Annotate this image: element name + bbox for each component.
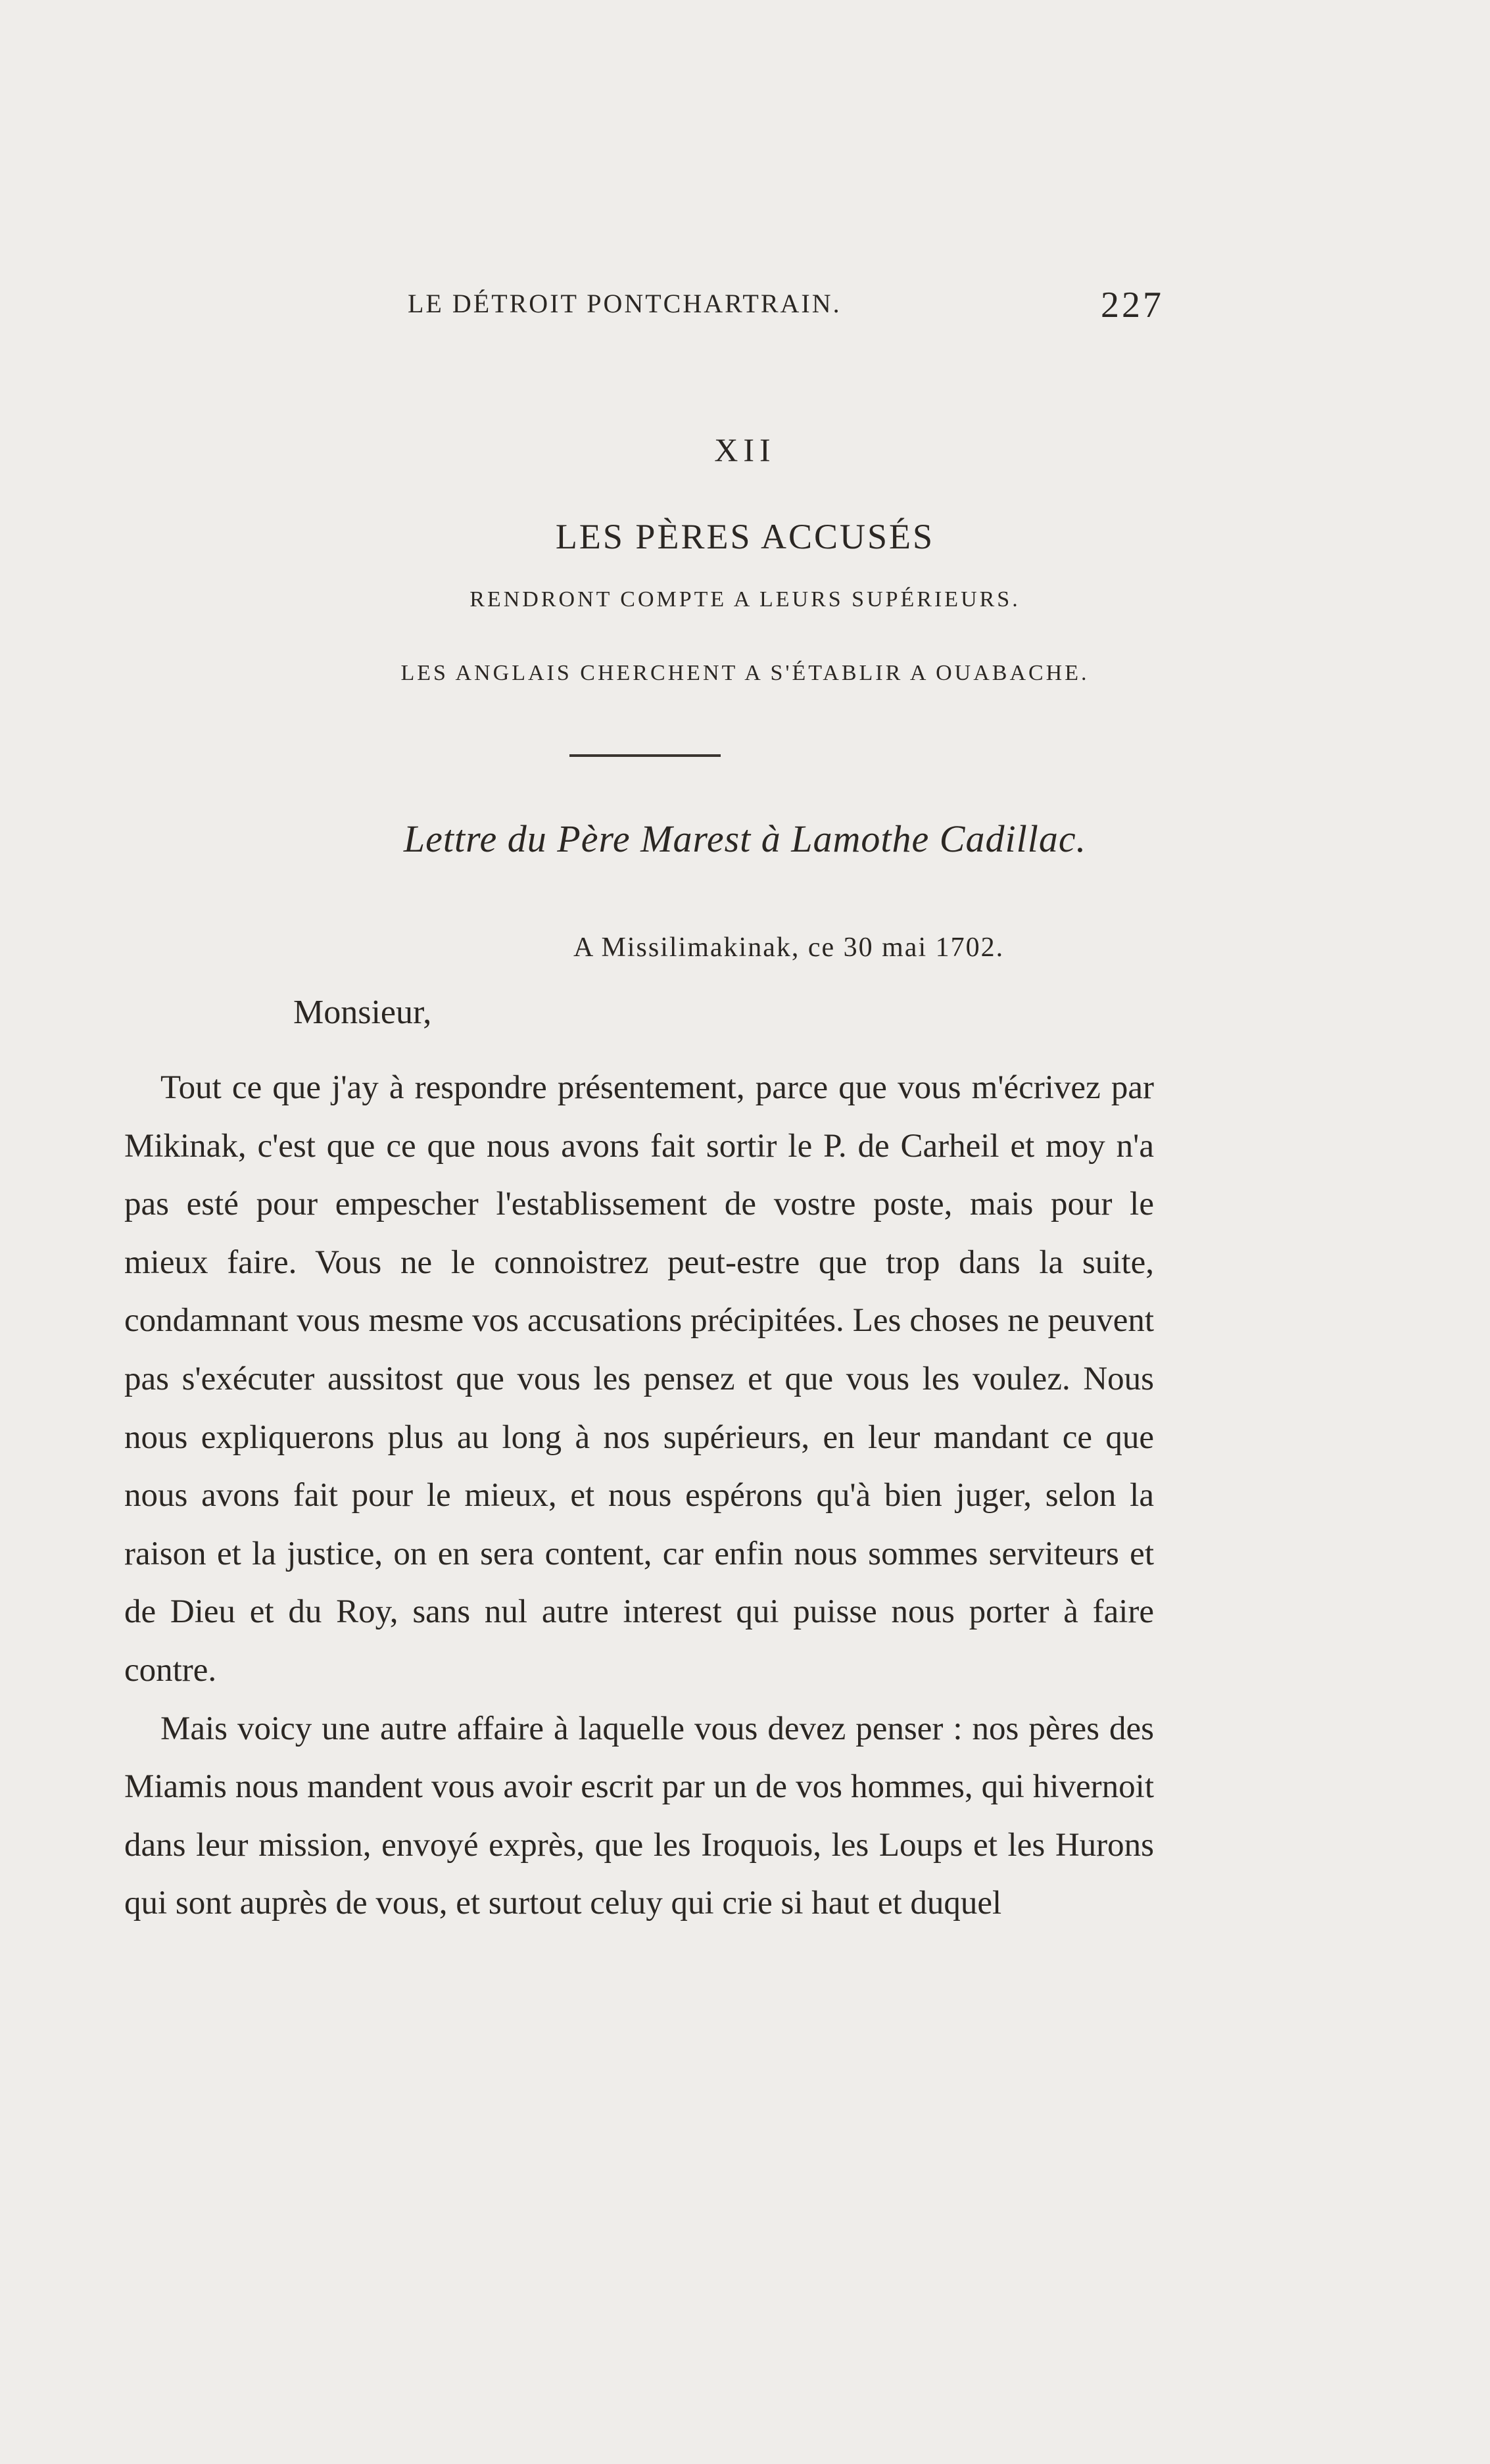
chapter-subtitle-2: LES ANGLAIS CHERCHENT A S'ÉTABLIR A OUABACHE.: [400, 661, 1090, 685]
section-divider: [569, 754, 721, 757]
letter-dateline: A Missilimakinak, ce 30 mai 1702.: [573, 932, 1005, 963]
paragraph: Mais voicy une autre affaire à laquelle vous devez penser : nos pères des Miamis nous mandent vous avoir escrit par un de vos hommes, qui hivernoit dans leur mission, envoyé exprès, que les Iroquois, les Loups et les Hurons qui sont auprès de vous, et surtout celuy qui crie si haut et duquel: [124, 1710, 1154, 1922]
letter-heading: Lettre du Père Marest à Lamothe Cadillac.: [403, 817, 1087, 860]
letter-salutation: Monsieur,: [293, 994, 432, 1031]
paragraph: Tout ce que j'ay à respondre présentement, parce que vous m'écrivez par Mikinak, c'est que ce que nous avons fait sortir le P. de Carheil et moy n'a pas esté pour empescher l'establissement de vostre poste, mais pour le mieux faire. Vous ne le connoistrez peut-estre que trop dans la suite, condamnant vous mesme vos accusations précipitées. Les choses ne peuvent pas s'exécuter aussitost que vous les pensez et que vous les voulez. Nous nous expliquerons plus au long à nos supérieurs, en leur mandant ce que nous avons fait pour le mieux, et nous espérons qu'à bien juger, selon la raison et la justice, on en sera content, car enfin nous sommes serviteurs et de Dieu et du Roy, sans nul autre interest qui puisse nous porter à faire contre.: [124, 1069, 1154, 1689]
page-number: 227: [1101, 285, 1164, 326]
letter-body: [124, 1059, 1154, 1933]
chapter-title: LES PÈRES ACCUSÉS: [555, 517, 935, 556]
chapter-number: XII: [714, 431, 776, 468]
chapter-subtitle-1: RENDRONT COMPTE A LEURS SUPÉRIEURS.: [469, 587, 1021, 612]
running-head: [408, 285, 1164, 327]
running-title: LE DÉTROIT PONTCHARTRAIN.: [408, 289, 842, 318]
